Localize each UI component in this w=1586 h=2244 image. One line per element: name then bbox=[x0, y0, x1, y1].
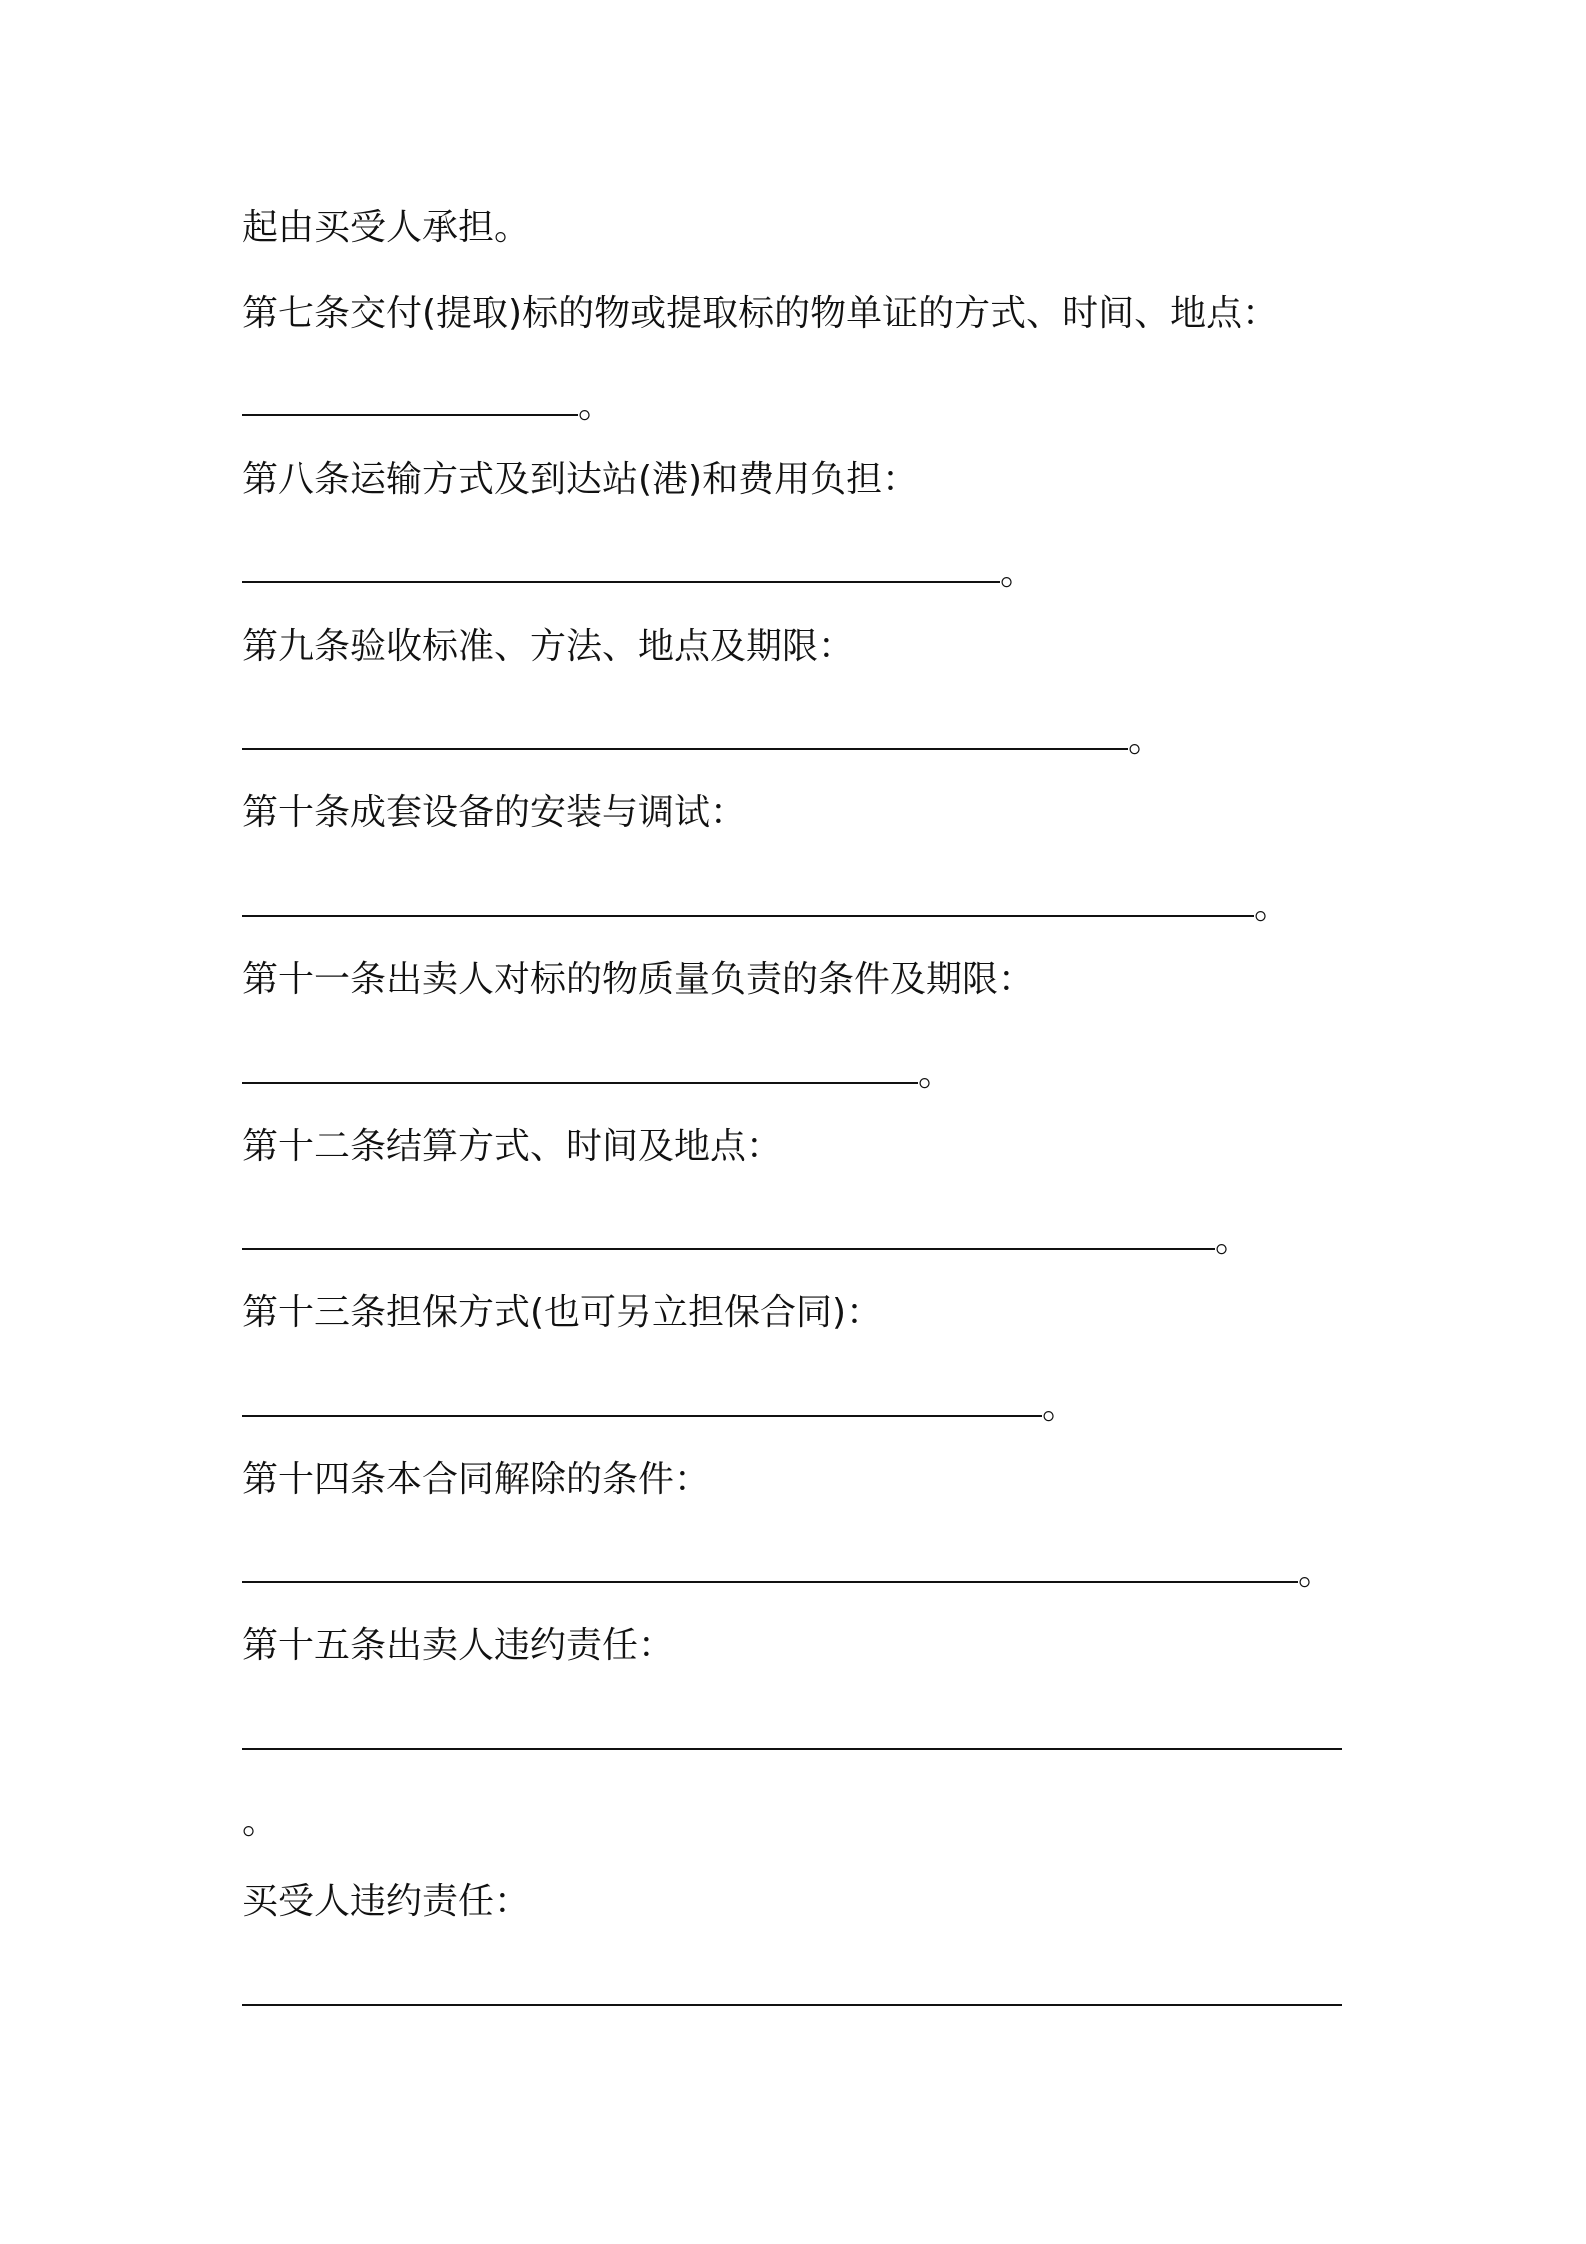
fill-in-line bbox=[242, 2004, 1342, 2006]
fill-in-line bbox=[242, 1748, 1342, 1750]
clause-11-heading: 第十一条出卖人对标的物质量负责的条件及期限： bbox=[242, 959, 1035, 1000]
period-mark: 。 bbox=[1215, 1219, 1252, 1260]
period-mark: 。 bbox=[1298, 1552, 1335, 1593]
clause-9-heading: 第九条验收标准、方法、地点及期限： bbox=[242, 626, 855, 667]
period-mark: 。 bbox=[242, 1801, 279, 1842]
clause-8-blank[interactable] bbox=[242, 537, 1042, 597]
fill-in-line bbox=[242, 1581, 1298, 1583]
clause-13-blank[interactable] bbox=[242, 1371, 1079, 1431]
clause-7-heading: 第七条交付(提取)标的物或提取标的物单证的方式、时间、地点： bbox=[242, 293, 1279, 334]
clause-12-blank[interactable] bbox=[242, 1204, 1252, 1264]
period-mark: 。 bbox=[1128, 719, 1165, 760]
period-mark: 。 bbox=[1254, 886, 1291, 927]
fill-in-line bbox=[242, 1248, 1215, 1250]
clause-7-blank[interactable] bbox=[242, 370, 622, 430]
period-mark: 。 bbox=[1000, 552, 1037, 593]
fill-in-line bbox=[242, 1082, 918, 1084]
period-mark: 。 bbox=[918, 1053, 955, 1094]
clause-14-blank[interactable] bbox=[242, 1537, 1335, 1597]
clause-9-blank[interactable] bbox=[242, 704, 1172, 764]
period-mark: 。 bbox=[578, 385, 615, 426]
clause-15-blank[interactable] bbox=[242, 1704, 1342, 1764]
clause-8-heading: 第八条运输方式及到达站(港)和费用负担： bbox=[242, 459, 919, 500]
buyer-liability-heading: 买受人违约责任： bbox=[242, 1881, 531, 1922]
fill-in-line bbox=[242, 1415, 1042, 1417]
clause-14-heading: 第十四条本合同解除的条件： bbox=[242, 1459, 711, 1500]
fill-in-line bbox=[242, 414, 578, 416]
clause-13-heading: 第十三条担保方式(也可另立担保合同)： bbox=[242, 1292, 883, 1333]
fill-in-line bbox=[242, 915, 1254, 917]
clause-11-blank[interactable] bbox=[242, 1038, 962, 1098]
clause-10-blank[interactable] bbox=[242, 871, 1291, 931]
period-mark: 。 bbox=[1042, 1386, 1079, 1427]
clause-15-heading: 第十五条出卖人违约责任： bbox=[242, 1625, 675, 1666]
fill-in-line bbox=[242, 748, 1128, 750]
text-line: 起由买受人承担。 bbox=[242, 207, 531, 248]
fill-in-line bbox=[242, 581, 1000, 583]
buyer-liability-blank[interactable] bbox=[242, 1960, 1342, 2020]
clause-10-heading: 第十条成套设备的安装与调试： bbox=[242, 792, 747, 833]
clause-12-heading: 第十二条结算方式、时间及地点： bbox=[242, 1126, 783, 1167]
